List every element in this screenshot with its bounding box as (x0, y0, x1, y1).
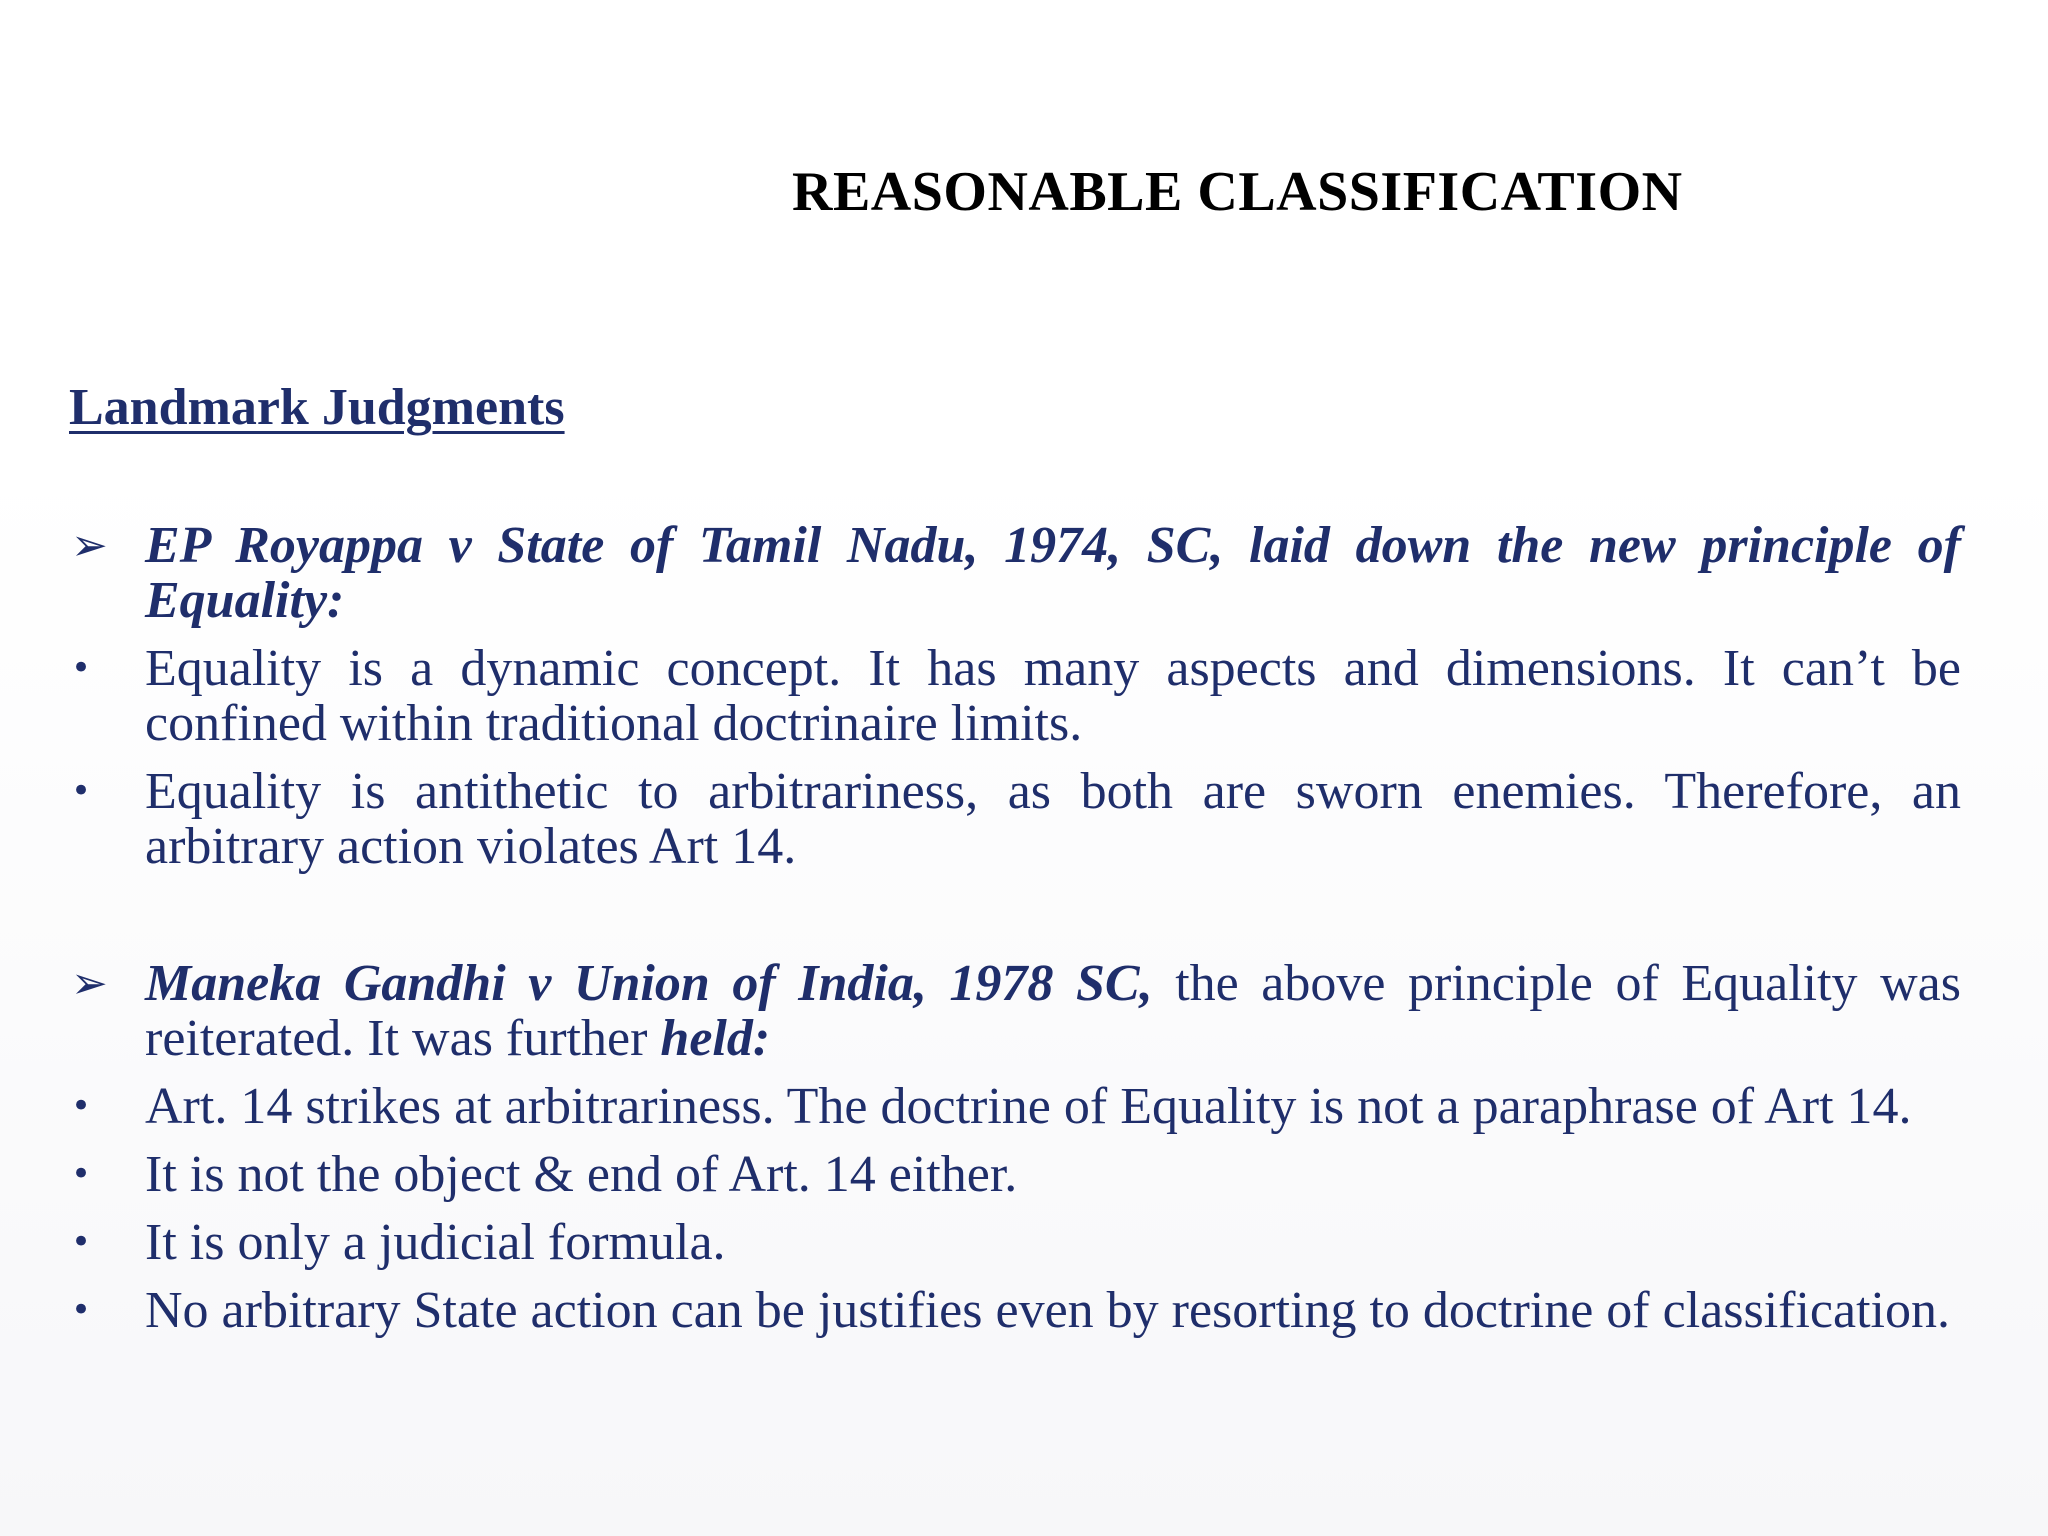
slide-title: REASONABLE CLASSIFICATION (792, 161, 1683, 223)
arrow-bullet-icon: ➢ (71, 520, 108, 571)
round-bullet-icon: • (71, 1086, 92, 1126)
list-item (69, 1147, 1961, 1202)
case-block-2 (69, 956, 1961, 1338)
list-item (69, 1215, 1961, 1270)
point-text: No arbitrary State action can be justifies even by resorting to doctrine of classification. (145, 1282, 1950, 1339)
case-block-1 (69, 518, 1961, 874)
round-bullet-icon: • (71, 1290, 92, 1330)
case-name: Maneka Gandhi v Union of India, 1978 SC, (145, 955, 1153, 1012)
round-bullet-icon: • (71, 648, 92, 688)
point-text: Equality is antithetic to arbitrariness, as both are sworn enemies. Therefore, an arbitrary action violates Art 14. (145, 763, 1961, 875)
list-item (69, 1079, 1961, 1134)
round-bullet-icon: • (71, 771, 92, 811)
round-bullet-icon: • (71, 1222, 92, 1262)
held-label: held: (660, 1010, 771, 1067)
case-heading (69, 518, 1961, 628)
case-name: EP Royappa v State of Tamil Nadu, 1974, SC, laid down the new principle of Equality: (145, 517, 1961, 629)
list-item (69, 764, 1961, 874)
list-item (69, 641, 1961, 751)
point-text: It is not the object & end of Art. 14 either. (145, 1146, 1018, 1203)
point-text: Equality is a dynamic concept. It has many aspects and dimensions. It can’t be confined within traditional doctrinaire limits. (145, 640, 1961, 752)
case-heading-text: the above principle of Equality was reiterated. It was further (145, 955, 1961, 1067)
point-text: Art. 14 strikes at arbitrariness. The doctrine of Equality is not a paraphrase of Art 14. (145, 1078, 1912, 1135)
list-item (69, 1283, 1961, 1338)
section-heading: Landmark Judgments (69, 379, 565, 436)
arrow-bullet-icon: ➢ (71, 958, 108, 1009)
case-heading (69, 956, 1961, 1066)
round-bullet-icon: • (71, 1154, 92, 1194)
point-text: It is only a judicial formula. (145, 1214, 726, 1271)
